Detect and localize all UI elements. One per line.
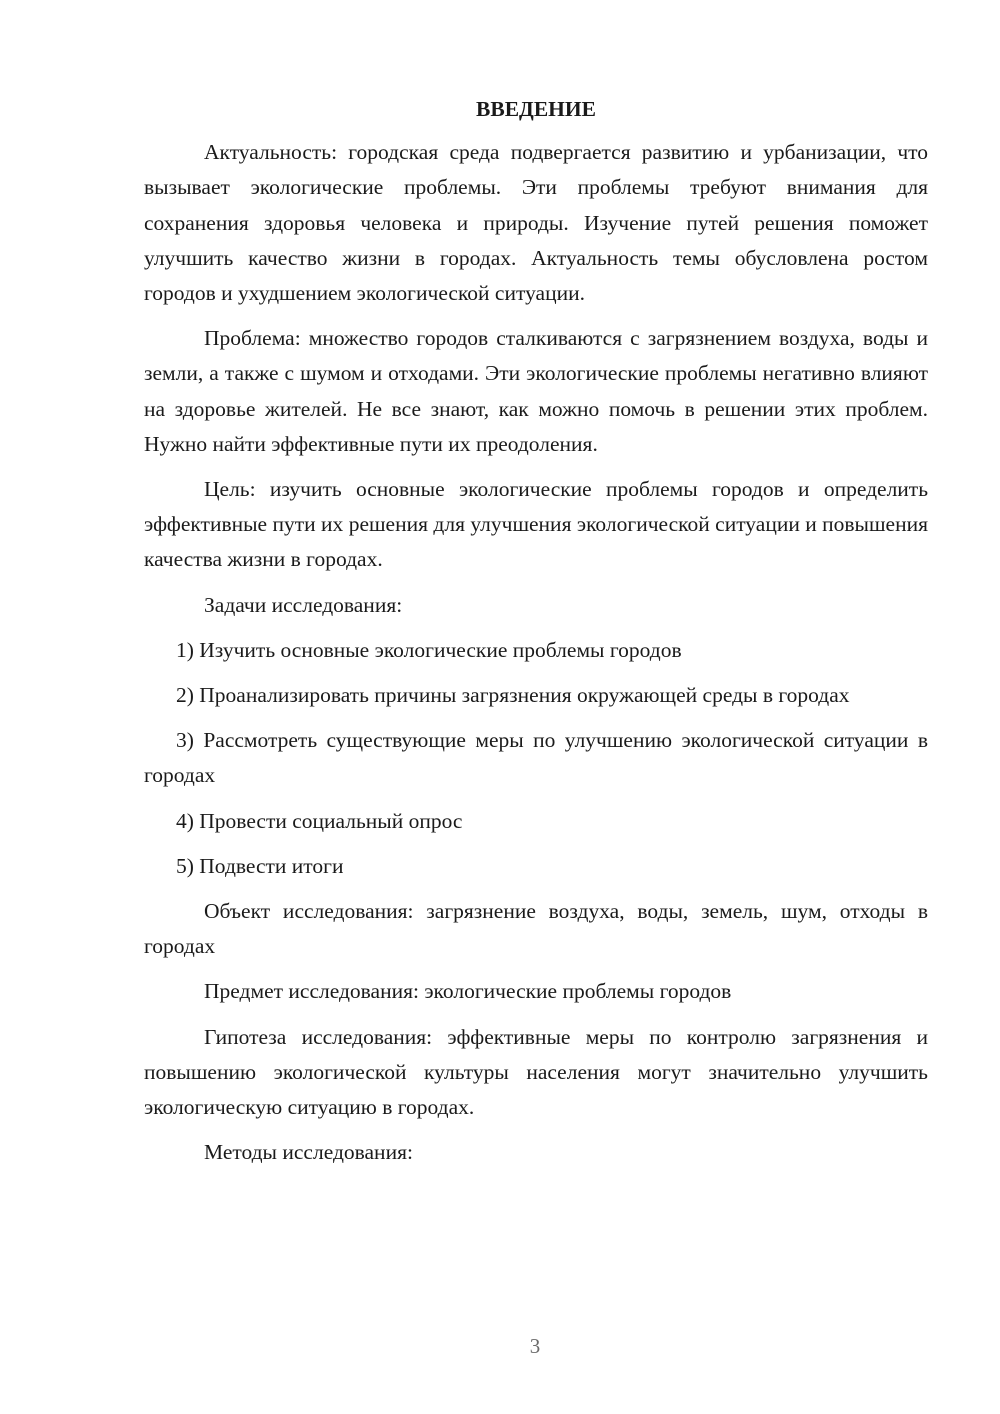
paragraph-problem: Проблема: множество городов сталкиваются с загрязнением воздуха, воды и земли, а также с шумом и отходами. Эти экологические проблемы негативно влияют на здоровье жителей. Не все знают, как можно помочь в решении этих проблем. Нужно найти эффективные пути их преодоления. — [144, 326, 928, 456]
task-item-1: 1) Изучить основные экологические проблемы городов — [176, 637, 682, 662]
paragraph-hypothesis: Гипотеза исследования: эффективные меры по контролю загрязнения и повышению экологической культуры населения могут значительно улучшить экологическую ситуацию в городах. — [144, 1024, 928, 1120]
paragraph-object: Объект исследования: загрязнение воздуха, воды, земель, шум, отходы в городах — [144, 899, 928, 959]
task-item-3: 3) Рассмотреть существующие меры по улучшению экологической ситуации в городах — [144, 728, 928, 788]
document-page — [144, 92, 928, 1180]
paragraph-tasks-heading: Задачи исследования: — [204, 592, 403, 617]
paragraph-relevance: Актуальность: городская среда подвергается развитию и урбанизации, что вызывает экологические проблемы. Эти проблемы требуют внимания для сохранения здоровья человека и природы. Изучение путей решения поможет улучшить качество жизни в городах. Актуальность темы обусловлена ростом городов и ухудшением экологической ситуации. — [144, 140, 928, 306]
task-item-4: 4) Провести социальный опрос — [176, 808, 463, 833]
task-item-5: 5) Подвести итоги — [176, 853, 344, 878]
page-title: ВВЕДЕНИЕ — [476, 97, 596, 121]
task-item-2: 2) Проанализировать причины загрязнения окружающей среды в городах — [176, 683, 850, 708]
paragraph-subject: Предмет исследования: экологические проблемы городов — [204, 979, 732, 1004]
paragraph-methods: Методы исследования: — [204, 1140, 413, 1165]
paragraph-goal: Цель: изучить основные экологические проблемы городов и определить эффективные пути их решения для улучшения экологической ситуации и повышения качества жизни в городах. — [144, 477, 928, 572]
page-number: 3 — [529, 1334, 541, 1358]
